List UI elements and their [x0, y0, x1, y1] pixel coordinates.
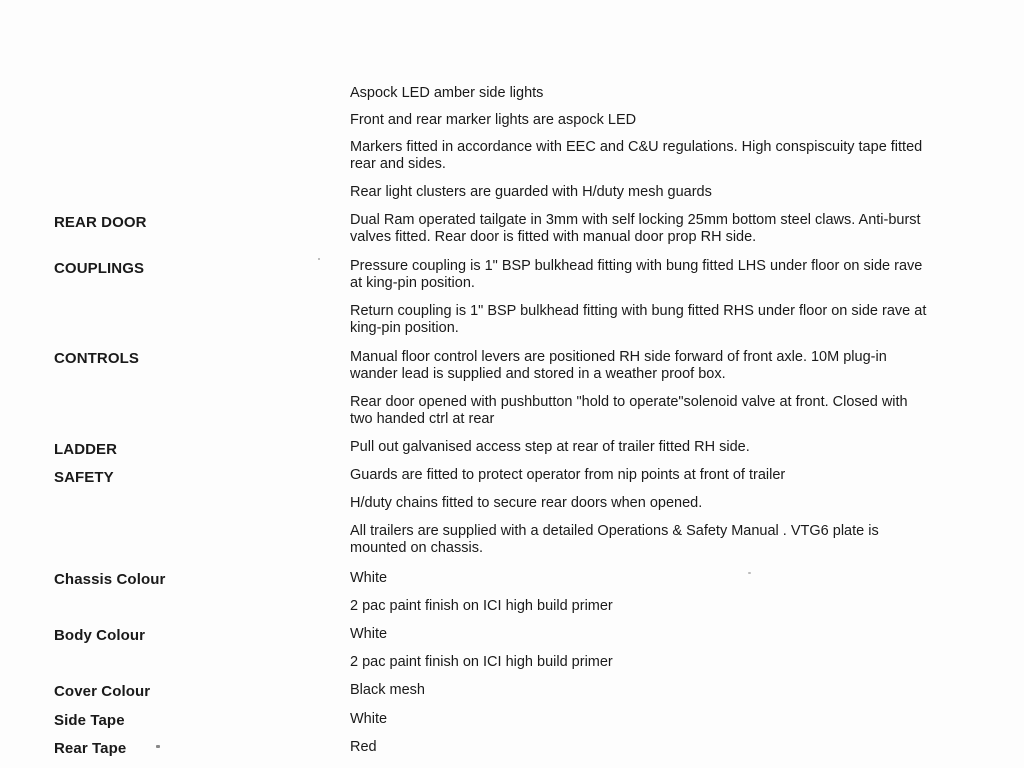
spec-label-chassis-colour: Chassis Colour	[54, 571, 166, 588]
spec-text-return-coupling: Return coupling is 1" BSP bulkhead fitting with bung fitted RHS under floor on side rave at king-pin position.	[350, 303, 927, 336]
spec-text-chassis-paint: 2 pac paint finish on ICI high build primer	[350, 598, 613, 614]
spec-label-body-colour: Body Colour	[54, 627, 146, 644]
spec-text-guards: Guards are fitted to protect operator from nip points at front of trailer	[350, 467, 786, 483]
spec-label-controls: CONTROLS	[54, 350, 139, 367]
spec-text-floor-controls: Manual floor control levers are positioned RH side forward of front axle. 10M plug-in wander lead is supplied and stored in a weather proof box.	[350, 349, 887, 382]
spec-label-ladder: LADDER	[54, 441, 118, 458]
scan-speck	[318, 258, 320, 260]
spec-label-safety: SAFETY	[54, 469, 114, 486]
spec-text-rear-door-pushbutton: Rear door opened with pushbutton "hold to operate"solenoid valve at front. Closed with two handed ctrl at rear	[350, 394, 908, 427]
spec-text-rear-tape: Red	[350, 739, 377, 755]
spec-text-side-lights: Aspock LED amber side lights	[350, 85, 544, 101]
spec-label-rear-door: REAR DOOR	[54, 214, 147, 231]
scan-speck	[156, 745, 160, 748]
spec-text-chains: H/duty chains fitted to secure rear doors when opened.	[350, 495, 703, 511]
spec-text-rear-door: Dual Ram operated tailgate in 3mm with self locking 25mm bottom steel claws. Anti-burst valves fitted. Rear door is fitted with manual door prop RH side.	[350, 212, 921, 245]
spec-label-couplings: COUPLINGS	[54, 260, 145, 277]
spec-text-markers-regulations: Markers fitted in accordance with EEC and C&U regulations. High conspiscuity tape fitted rear and sides.	[350, 139, 923, 172]
spec-label-side-tape: Side Tape	[54, 712, 125, 729]
spec-text-body-paint: 2 pac paint finish on ICI high build primer	[350, 654, 613, 670]
spec-text-chassis-colour: White	[350, 570, 388, 586]
spec-text-pressure-coupling: Pressure coupling is 1" BSP bulkhead fitting with bung fitted LHS under floor on side rave at king-pin position.	[350, 258, 923, 291]
spec-text-marker-lights: Front and rear marker lights are aspock LED	[350, 112, 637, 128]
spec-text-manual: All trailers are supplied with a detailed Operations & Safety Manual . VTG6 plate is mounted on chassis.	[350, 523, 879, 556]
spec-text-light-guards: Rear light clusters are guarded with H/duty mesh guards	[350, 184, 712, 200]
spec-text-ladder: Pull out galvanised access step at rear of trailer fitted RH side.	[350, 439, 750, 455]
spec-label-rear-tape: Rear Tape	[54, 740, 127, 757]
spec-label-cover-colour: Cover Colour	[54, 683, 151, 700]
spec-text-side-tape: White	[350, 711, 388, 727]
spec-text-body-colour: White	[350, 626, 388, 642]
scan-speck	[748, 572, 751, 574]
spec-text-cover-colour: Black mesh	[350, 682, 425, 698]
